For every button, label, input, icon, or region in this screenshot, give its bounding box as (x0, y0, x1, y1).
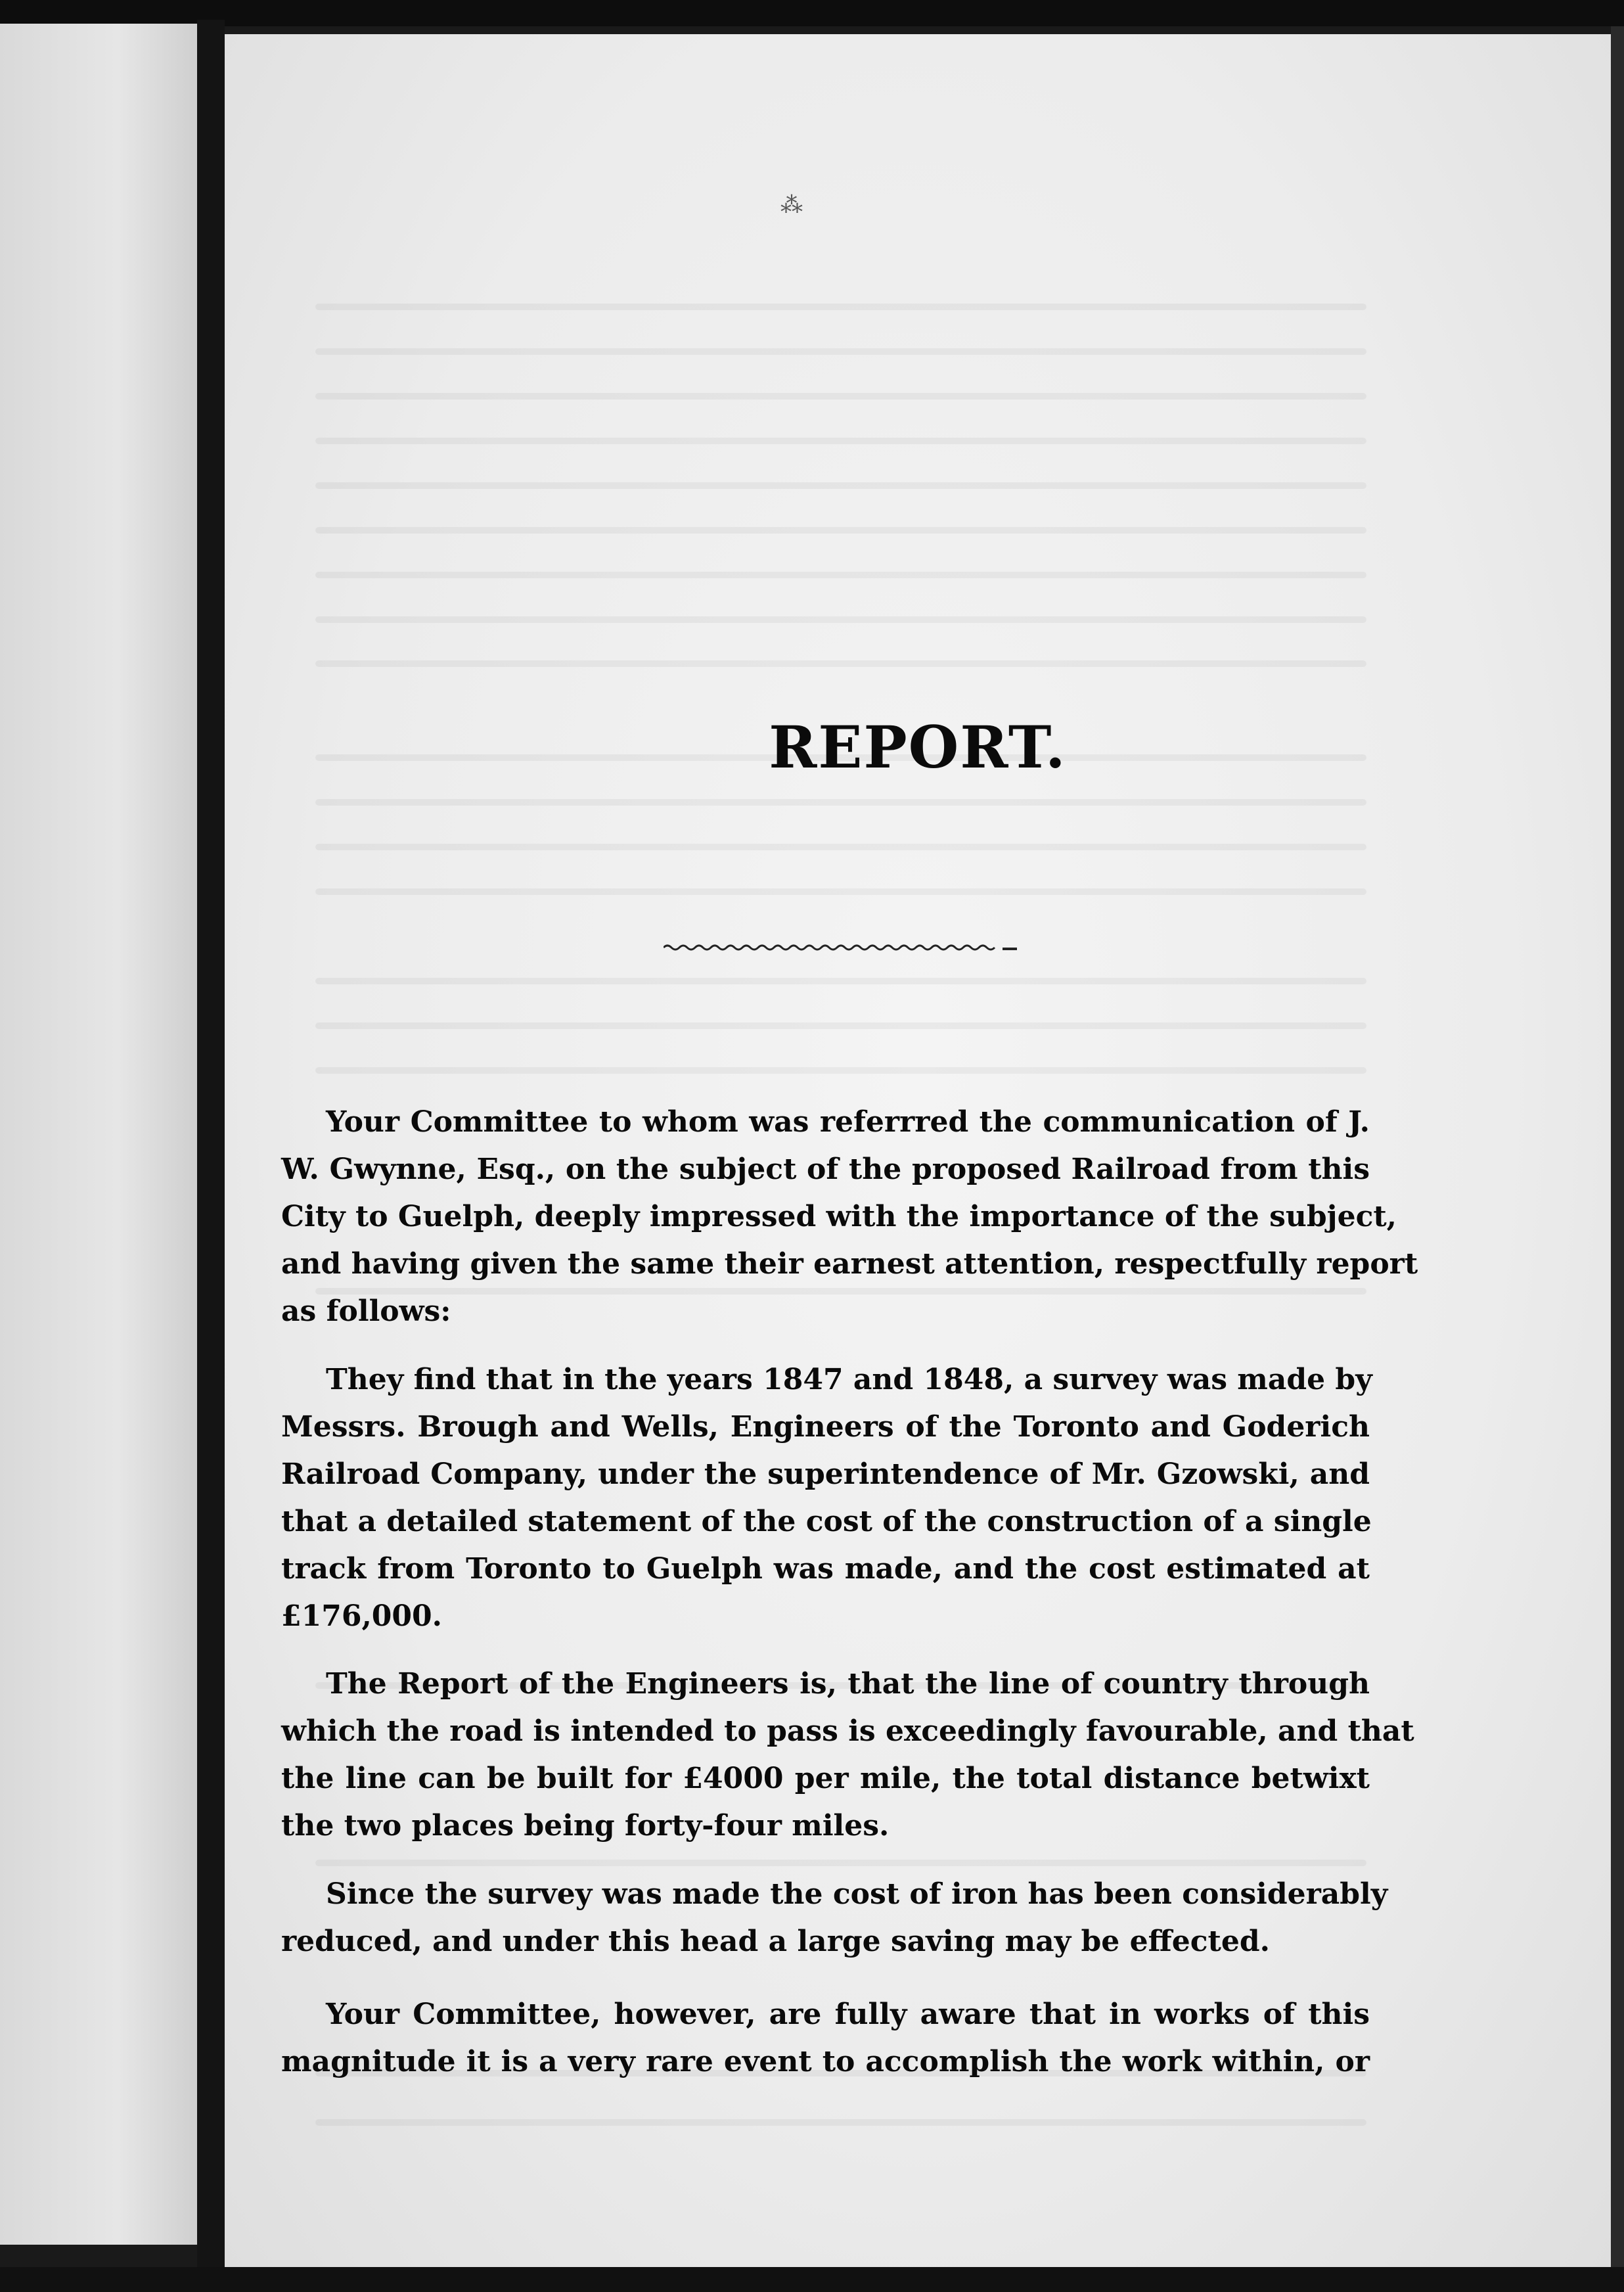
decorative-wavy-rule (664, 938, 1018, 955)
show-through-line (315, 348, 1366, 355)
paragraph-line: Railroad Company, under the superintendence of Mr. Gzowski, and (281, 1457, 1370, 1491)
page-title: REPORT. (769, 713, 1067, 781)
paragraph-line: which the road is intended to pass is exceedingly favourable, and that (281, 1714, 1414, 1748)
paragraph-line: Messrs. Brough and Wells, Engineers of the Toronto and Goderich (281, 1410, 1370, 1444)
paragraph-line: reduced, and under this head a large saving may be effected. (281, 1925, 1270, 1958)
paragraph-3 (281, 1661, 1414, 1850)
previous-page-edge (0, 24, 197, 2245)
paragraph-line: Since the survey was made the cost of iron has been considerably (326, 1877, 1388, 1911)
paragraph-5 (281, 1991, 1370, 2086)
page-ornament-mark: ⁂ (780, 192, 803, 218)
paragraph-1 (281, 1099, 1418, 1335)
show-through-line (315, 527, 1366, 534)
book-gutter (197, 20, 225, 2292)
show-through-line (315, 393, 1366, 400)
paragraph-line: £176,000. (281, 1599, 442, 1633)
show-through-line (315, 2119, 1366, 2126)
paragraph-2 (281, 1356, 1370, 1640)
paragraph-line: They find that in the years 1847 and 1848, a survey was made by (326, 1363, 1372, 1396)
scan-border-bottom (0, 2267, 1624, 2292)
paragraph-line: magnitude it is a very rare event to accomplish the work within, or (281, 2045, 1370, 2078)
show-through-line (315, 1022, 1366, 1029)
paragraph-line: W. Gwynne, Esq., on the subject of the proposed Railroad from this (281, 1153, 1370, 1186)
paragraph-line: as follows: (281, 1295, 451, 1328)
show-through-line (315, 572, 1366, 578)
scan-border-top (0, 0, 1624, 26)
scan-border-right (1611, 26, 1624, 2292)
show-through-line (315, 616, 1366, 623)
show-through-line (315, 1860, 1366, 1866)
paragraph-line: City to Guelph, deeply impressed with the importance of the subject, (281, 1200, 1397, 1233)
show-through-line (315, 438, 1366, 444)
paragraph-4 (281, 1871, 1388, 1965)
show-through-line (315, 1067, 1366, 1074)
show-through-line (315, 304, 1366, 310)
show-through-line (315, 482, 1366, 489)
paragraph-line: Your Committee to whom was referrred the communication of J. (326, 1105, 1370, 1139)
paragraph-line: track from Toronto to Guelph was made, and the cost estimated at (281, 1552, 1370, 1586)
paragraph-line: the two places being forty-four miles. (281, 1809, 890, 1843)
show-through-line (315, 978, 1366, 984)
show-through-line (315, 844, 1366, 850)
paragraph-line: The Report of the Engineers is, that the line of country through (326, 1667, 1370, 1701)
paragraph-line: and having given the same their earnest attention, respectfully report (281, 1247, 1418, 1281)
paragraph-line: Your Committee, however, are fully aware that in works of this (326, 1998, 1370, 2031)
show-through-line (315, 799, 1366, 806)
show-through-line (315, 660, 1366, 667)
paragraph-line: the line can be built for £4000 per mile, the total distance betwixt (281, 1762, 1370, 1795)
paragraph-line: that a detailed statement of the cost of the construction of a single (281, 1505, 1372, 1538)
show-through-line (315, 888, 1366, 895)
